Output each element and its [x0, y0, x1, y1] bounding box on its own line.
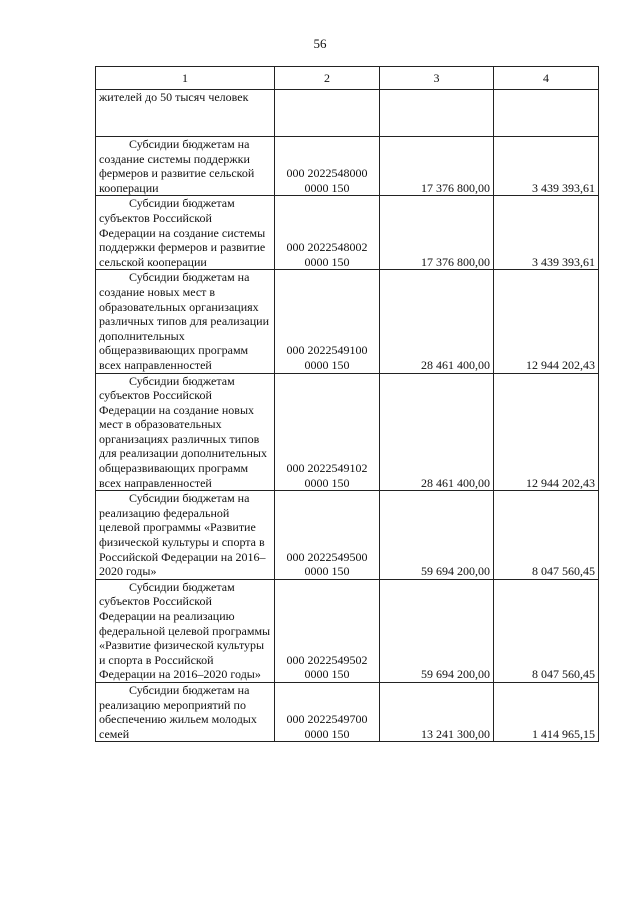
row-name	[96, 373, 275, 491]
row-code-line1: 000 2022549100	[286, 343, 368, 358]
row-amount: 13 241 300,00	[380, 682, 494, 741]
row-code-line2: 0000 150	[304, 254, 350, 269]
row-code-line1: 000 2022549500	[286, 549, 368, 564]
row-name-first-line: Субсидии бюджетам	[129, 196, 235, 211]
row-code-line2: 0000 150	[304, 667, 350, 682]
row-code-line1: 000 2022548000	[286, 166, 368, 181]
row-code-line2: 0000 150	[304, 726, 350, 741]
row-name-rest: реализацию мероприятий по обеспечению жильем молодых семей	[99, 697, 257, 741]
table-row	[96, 373, 599, 491]
empty-cell	[380, 90, 494, 137]
row-name	[96, 491, 275, 580]
table-row	[96, 137, 599, 196]
table-row	[96, 196, 599, 270]
row-amount: 28 461 400,00	[380, 373, 494, 491]
row-executed: 12 944 202,43	[494, 373, 599, 491]
table-header-row	[96, 67, 599, 90]
row-code-line2: 0000 150	[304, 180, 350, 195]
table-row	[96, 682, 599, 741]
row-name-first-line: Субсидии бюджетам	[129, 579, 235, 594]
row-name	[96, 270, 275, 373]
row-name-rest: создание системы поддержки фермеров и развитие сельской кооперации	[99, 151, 255, 195]
continuation-text: жителей до 50 тысяч человек	[96, 90, 275, 137]
row-code-line1: 000 2022549102	[286, 461, 368, 476]
row-name-rest: субъектов Российской Федерации на создание новых мест в образовательных организациях различных типов для реализации дополнительных общеразвивающих программ всех направленностей	[99, 388, 267, 490]
row-code	[275, 682, 380, 741]
row-code	[275, 196, 380, 270]
row-amount: 59 694 200,00	[380, 579, 494, 682]
row-executed: 3 439 393,61	[494, 196, 599, 270]
table-row	[96, 270, 599, 373]
row-name-first-line: Субсидии бюджетам на	[129, 137, 250, 151]
empty-cell	[494, 90, 599, 137]
row-code-line1: 000 2022548002	[286, 240, 368, 255]
row-executed: 8 047 560,45	[494, 579, 599, 682]
row-name-rest: субъектов Российской Федерации на создание системы поддержки фермеров и развитие сельской кооперации	[99, 210, 266, 269]
table-row	[96, 491, 599, 580]
row-code	[275, 270, 380, 373]
column-header-3: 3	[380, 67, 494, 90]
row-name	[96, 682, 275, 741]
row-amount: 28 461 400,00	[380, 270, 494, 373]
row-name-rest: реализацию федеральной целевой программы «Развитие физической культуры и спорта в Российской Федерации на 2016–2020 годы»	[99, 505, 266, 579]
budget-table	[95, 66, 599, 742]
row-code	[275, 373, 380, 491]
table-row	[96, 579, 599, 682]
row-executed: 8 047 560,45	[494, 491, 599, 580]
row-name-first-line: Субсидии бюджетам	[129, 373, 235, 388]
table-row-continuation	[96, 90, 599, 137]
row-executed: 3 439 393,61	[494, 137, 599, 196]
row-amount: 17 376 800,00	[380, 137, 494, 196]
row-executed: 12 944 202,43	[494, 270, 599, 373]
row-code-line2: 0000 150	[304, 564, 350, 579]
row-code-line1: 000 2022549502	[286, 652, 368, 667]
page-number: 56	[313, 36, 327, 51]
row-name-first-line: Субсидии бюджетам на	[129, 491, 250, 506]
row-name	[96, 196, 275, 270]
row-code	[275, 579, 380, 682]
row-name-rest: создание новых мест в образовательных организациях различных типов для реализации дополнительных общеразвивающих программ всех направленностей	[99, 284, 270, 372]
column-header-4: 4	[494, 67, 599, 90]
row-name	[96, 579, 275, 682]
row-code	[275, 491, 380, 580]
row-amount: 59 694 200,00	[380, 491, 494, 580]
empty-cell	[275, 90, 380, 137]
column-header-2: 2	[275, 67, 380, 90]
row-name	[96, 137, 275, 196]
row-amount: 17 376 800,00	[380, 196, 494, 270]
row-code-line1: 000 2022549700	[286, 712, 368, 727]
row-name-first-line: Субсидии бюджетам на	[129, 682, 250, 697]
row-executed: 1 414 965,15	[494, 682, 599, 741]
row-name-first-line: Субсидии бюджетам на	[129, 270, 250, 285]
column-header-1: 1	[96, 67, 275, 90]
row-code-line2: 0000 150	[304, 475, 350, 490]
row-code	[275, 137, 380, 196]
row-name-rest: субъектов Российской Федерации на реализацию федеральной целевой программы «Развитие физической культуры и спорта в Российской Федерации на 2016–2020 годы»	[99, 594, 271, 682]
row-code-line2: 0000 150	[304, 357, 350, 372]
